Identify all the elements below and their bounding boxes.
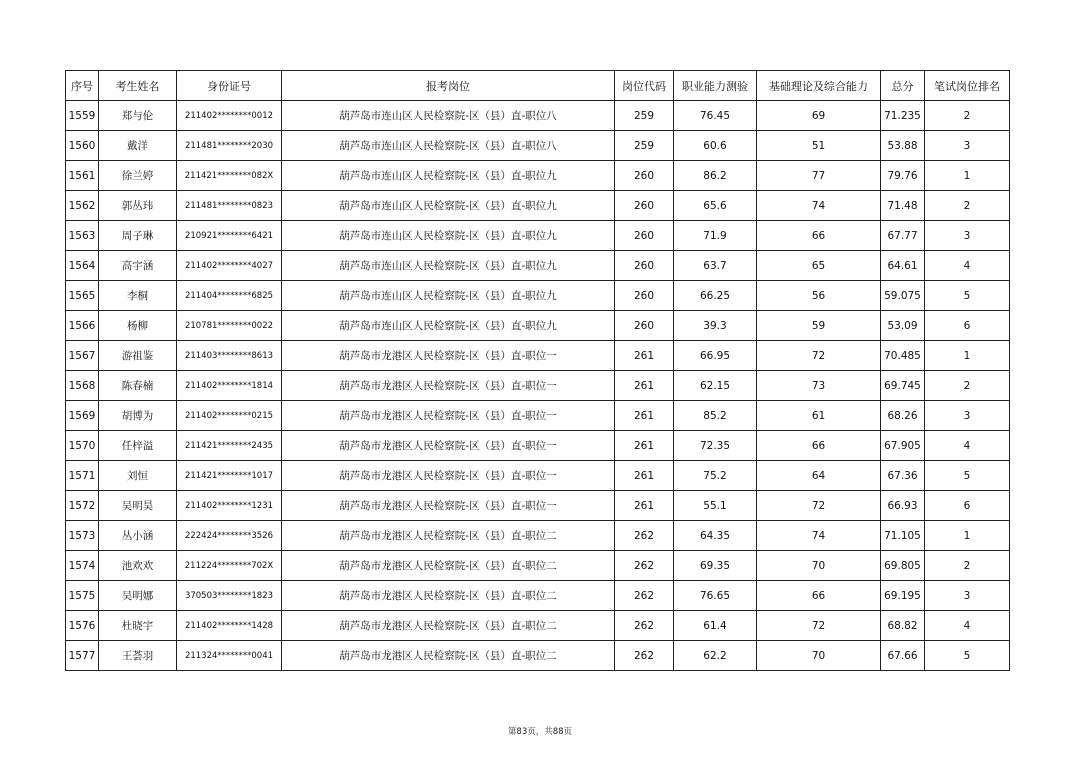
cell-basic-theory: 51 bbox=[757, 131, 881, 161]
cell-name: 吴明娜 bbox=[99, 581, 177, 611]
table-body bbox=[66, 101, 1010, 671]
cell-post: 葫芦岛市连山区人民检察院-区（县）直-职位九 bbox=[282, 191, 615, 221]
cell-post: 葫芦岛市连山区人民检察院-区（县）直-职位九 bbox=[282, 281, 615, 311]
cell-rank: 2 bbox=[925, 191, 1010, 221]
cell-name: 戴洋 bbox=[99, 131, 177, 161]
cell-post-code: 261 bbox=[615, 341, 674, 371]
cell-post-code: 260 bbox=[615, 281, 674, 311]
cell-aptitude-test: 72.35 bbox=[674, 431, 757, 461]
cell-seq: 1572 bbox=[66, 491, 99, 521]
cell-id-number: 211402********0215 bbox=[177, 401, 282, 431]
cell-total: 69.195 bbox=[881, 581, 925, 611]
cell-name: 陈春楠 bbox=[99, 371, 177, 401]
cell-rank: 3 bbox=[925, 401, 1010, 431]
cell-seq: 1561 bbox=[66, 161, 99, 191]
cell-post: 葫芦岛市龙港区人民检察院-区（县）直-职位二 bbox=[282, 551, 615, 581]
page-number: 第83页，共88页 bbox=[507, 727, 573, 737]
cell-post: 葫芦岛市连山区人民检察院-区（县）直-职位九 bbox=[282, 221, 615, 251]
cell-total: 68.26 bbox=[881, 401, 925, 431]
cell-aptitude-test: 69.35 bbox=[674, 551, 757, 581]
cell-post: 葫芦岛市龙港区人民检察院-区（县）直-职位一 bbox=[282, 431, 615, 461]
cell-aptitude-test: 61.4 bbox=[674, 611, 757, 641]
cell-post: 葫芦岛市连山区人民检察院-区（县）直-职位九 bbox=[282, 251, 615, 281]
cell-aptitude-test: 64.35 bbox=[674, 521, 757, 551]
cell-basic-theory: 66 bbox=[757, 431, 881, 461]
cell-aptitude-test: 66.25 bbox=[674, 281, 757, 311]
cell-id-number: 210781********0022 bbox=[177, 311, 282, 341]
cell-post: 葫芦岛市连山区人民检察院-区（县）直-职位九 bbox=[282, 161, 615, 191]
cell-basic-theory: 61 bbox=[757, 401, 881, 431]
cell-total: 71.235 bbox=[881, 101, 925, 131]
cell-aptitude-test: 76.45 bbox=[674, 101, 757, 131]
cell-rank: 4 bbox=[925, 611, 1010, 641]
cell-total: 53.09 bbox=[881, 311, 925, 341]
cell-basic-theory: 65 bbox=[757, 251, 881, 281]
cell-post-code: 261 bbox=[615, 371, 674, 401]
cell-post-code: 259 bbox=[615, 131, 674, 161]
table-row bbox=[66, 401, 1010, 431]
cell-rank: 2 bbox=[925, 101, 1010, 131]
cell-total: 59.075 bbox=[881, 281, 925, 311]
cell-basic-theory: 69 bbox=[757, 101, 881, 131]
table-row bbox=[66, 491, 1010, 521]
cell-basic-theory: 66 bbox=[757, 581, 881, 611]
cell-post: 葫芦岛市龙港区人民检察院-区（县）直-职位一 bbox=[282, 371, 615, 401]
cell-id-number: 211224********702X bbox=[177, 551, 282, 581]
cell-post: 葫芦岛市龙港区人民检察院-区（县）直-职位二 bbox=[282, 611, 615, 641]
cell-rank: 2 bbox=[925, 371, 1010, 401]
cell-post: 葫芦岛市龙港区人民检察院-区（县）直-职位二 bbox=[282, 581, 615, 611]
cell-post: 葫芦岛市龙港区人民检察院-区（县）直-职位二 bbox=[282, 641, 615, 671]
table-row bbox=[66, 131, 1010, 161]
cell-total: 68.82 bbox=[881, 611, 925, 641]
table-row bbox=[66, 461, 1010, 491]
cell-rank: 2 bbox=[925, 551, 1010, 581]
cell-seq: 1573 bbox=[66, 521, 99, 551]
header-post: 报考岗位 bbox=[282, 71, 615, 101]
cell-name: 任梓溢 bbox=[99, 431, 177, 461]
cell-basic-theory: 56 bbox=[757, 281, 881, 311]
cell-name: 郭丛玮 bbox=[99, 191, 177, 221]
cell-rank: 4 bbox=[925, 251, 1010, 281]
cell-id-number: 211402********1814 bbox=[177, 371, 282, 401]
header-name: 考生姓名 bbox=[99, 71, 177, 101]
table-row bbox=[66, 101, 1010, 131]
cell-total: 64.61 bbox=[881, 251, 925, 281]
cell-aptitude-test: 86.2 bbox=[674, 161, 757, 191]
cell-aptitude-test: 60.6 bbox=[674, 131, 757, 161]
cell-seq: 1562 bbox=[66, 191, 99, 221]
cell-post-code: 260 bbox=[615, 221, 674, 251]
cell-rank: 6 bbox=[925, 491, 1010, 521]
cell-post: 葫芦岛市连山区人民检察院-区（县）直-职位九 bbox=[282, 311, 615, 341]
cell-id-number: 211421********2435 bbox=[177, 431, 282, 461]
cell-rank: 4 bbox=[925, 431, 1010, 461]
cell-aptitude-test: 63.7 bbox=[674, 251, 757, 281]
table-row bbox=[66, 431, 1010, 461]
cell-basic-theory: 77 bbox=[757, 161, 881, 191]
cell-post-code: 261 bbox=[615, 491, 674, 521]
cell-rank: 3 bbox=[925, 131, 1010, 161]
table-row bbox=[66, 281, 1010, 311]
cell-name: 刘恒 bbox=[99, 461, 177, 491]
table-row bbox=[66, 251, 1010, 281]
cell-post-code: 259 bbox=[615, 101, 674, 131]
cell-rank: 5 bbox=[925, 641, 1010, 671]
cell-aptitude-test: 71.9 bbox=[674, 221, 757, 251]
cell-seq: 1569 bbox=[66, 401, 99, 431]
table-row bbox=[66, 311, 1010, 341]
table-row bbox=[66, 341, 1010, 371]
cell-seq: 1568 bbox=[66, 371, 99, 401]
cell-post-code: 261 bbox=[615, 401, 674, 431]
table-row bbox=[66, 641, 1010, 671]
cell-rank: 1 bbox=[925, 521, 1010, 551]
cell-basic-theory: 59 bbox=[757, 311, 881, 341]
cell-basic-theory: 66 bbox=[757, 221, 881, 251]
cell-total: 66.93 bbox=[881, 491, 925, 521]
cell-id-number: 211324********0041 bbox=[177, 641, 282, 671]
cell-post-code: 260 bbox=[615, 161, 674, 191]
cell-basic-theory: 74 bbox=[757, 191, 881, 221]
cell-basic-theory: 73 bbox=[757, 371, 881, 401]
header-id-number: 身份证号 bbox=[177, 71, 282, 101]
cell-seq: 1574 bbox=[66, 551, 99, 581]
cell-id-number: 211402********4027 bbox=[177, 251, 282, 281]
cell-id-number: 211481********0823 bbox=[177, 191, 282, 221]
cell-id-number: 211421********1017 bbox=[177, 461, 282, 491]
table-row bbox=[66, 581, 1010, 611]
cell-seq: 1565 bbox=[66, 281, 99, 311]
cell-total: 71.48 bbox=[881, 191, 925, 221]
cell-post-code: 262 bbox=[615, 521, 674, 551]
cell-aptitude-test: 65.6 bbox=[674, 191, 757, 221]
cell-rank: 1 bbox=[925, 161, 1010, 191]
cell-post-code: 261 bbox=[615, 461, 674, 491]
cell-post: 葫芦岛市龙港区人民检察院-区（县）直-职位一 bbox=[282, 491, 615, 521]
cell-post-code: 260 bbox=[615, 311, 674, 341]
cell-post: 葫芦岛市连山区人民检察院-区（县）直-职位八 bbox=[282, 131, 615, 161]
cell-name: 杨柳 bbox=[99, 311, 177, 341]
cell-seq: 1577 bbox=[66, 641, 99, 671]
cell-aptitude-test: 66.95 bbox=[674, 341, 757, 371]
cell-post: 葫芦岛市龙港区人民检察院-区（县）直-职位一 bbox=[282, 401, 615, 431]
cell-basic-theory: 70 bbox=[757, 641, 881, 671]
cell-aptitude-test: 76.65 bbox=[674, 581, 757, 611]
cell-basic-theory: 72 bbox=[757, 341, 881, 371]
header-total: 总分 bbox=[881, 71, 925, 101]
cell-seq: 1576 bbox=[66, 611, 99, 641]
table-row bbox=[66, 521, 1010, 551]
cell-id-number: 211481********2030 bbox=[177, 131, 282, 161]
cell-post-code: 262 bbox=[615, 641, 674, 671]
cell-name: 高宇涵 bbox=[99, 251, 177, 281]
cell-post-code: 262 bbox=[615, 551, 674, 581]
header-seq: 序号 bbox=[66, 71, 99, 101]
cell-basic-theory: 64 bbox=[757, 461, 881, 491]
cell-seq: 1575 bbox=[66, 581, 99, 611]
cell-total: 69.805 bbox=[881, 551, 925, 581]
cell-name: 郑与伦 bbox=[99, 101, 177, 131]
cell-post: 葫芦岛市龙港区人民检察院-区（县）直-职位二 bbox=[282, 521, 615, 551]
cell-name: 丛小涵 bbox=[99, 521, 177, 551]
cell-post: 葫芦岛市龙港区人民检察院-区（县）直-职位一 bbox=[282, 461, 615, 491]
cell-aptitude-test: 39.3 bbox=[674, 311, 757, 341]
cell-post: 葫芦岛市连山区人民检察院-区（县）直-职位八 bbox=[282, 101, 615, 131]
table-row bbox=[66, 371, 1010, 401]
cell-seq: 1564 bbox=[66, 251, 99, 281]
cell-seq: 1571 bbox=[66, 461, 99, 491]
cell-total: 53.88 bbox=[881, 131, 925, 161]
cell-post: 葫芦岛市龙港区人民检察院-区（县）直-职位一 bbox=[282, 341, 615, 371]
cell-name: 池欢欢 bbox=[99, 551, 177, 581]
cell-seq: 1570 bbox=[66, 431, 99, 461]
cell-basic-theory: 70 bbox=[757, 551, 881, 581]
header-basic-theory: 基础理论及综合能力 bbox=[757, 71, 881, 101]
cell-post-code: 262 bbox=[615, 611, 674, 641]
cell-name: 游祖鉴 bbox=[99, 341, 177, 371]
table-row bbox=[66, 221, 1010, 251]
cell-id-number: 211403********8613 bbox=[177, 341, 282, 371]
cell-total: 71.105 bbox=[881, 521, 925, 551]
cell-seq: 1559 bbox=[66, 101, 99, 131]
cell-basic-theory: 72 bbox=[757, 491, 881, 521]
cell-seq: 1566 bbox=[66, 311, 99, 341]
cell-post-code: 262 bbox=[615, 581, 674, 611]
cell-rank: 5 bbox=[925, 461, 1010, 491]
cell-rank: 3 bbox=[925, 221, 1010, 251]
cell-total: 67.77 bbox=[881, 221, 925, 251]
cell-id-number: 370503********1823 bbox=[177, 581, 282, 611]
cell-id-number: 211402********0012 bbox=[177, 101, 282, 131]
cell-rank: 1 bbox=[925, 341, 1010, 371]
cell-rank: 3 bbox=[925, 581, 1010, 611]
cell-total: 70.485 bbox=[881, 341, 925, 371]
header-aptitude-test: 职业能力测验 bbox=[674, 71, 757, 101]
cell-name: 徐兰婷 bbox=[99, 161, 177, 191]
cell-aptitude-test: 62.2 bbox=[674, 641, 757, 671]
table-header-row bbox=[66, 71, 1010, 101]
cell-id-number: 211402********1428 bbox=[177, 611, 282, 641]
cell-name: 杜晓宇 bbox=[99, 611, 177, 641]
cell-name: 吴明昊 bbox=[99, 491, 177, 521]
table-row bbox=[66, 611, 1010, 641]
cell-total: 69.745 bbox=[881, 371, 925, 401]
cell-aptitude-test: 75.2 bbox=[674, 461, 757, 491]
cell-aptitude-test: 85.2 bbox=[674, 401, 757, 431]
cell-aptitude-test: 55.1 bbox=[674, 491, 757, 521]
cell-id-number: 211421********082X bbox=[177, 161, 282, 191]
cell-id-number: 210921********6421 bbox=[177, 221, 282, 251]
cell-total: 67.66 bbox=[881, 641, 925, 671]
cell-post-code: 261 bbox=[615, 431, 674, 461]
cell-name: 胡博为 bbox=[99, 401, 177, 431]
cell-seq: 1560 bbox=[66, 131, 99, 161]
cell-basic-theory: 72 bbox=[757, 611, 881, 641]
cell-id-number: 211402********1231 bbox=[177, 491, 282, 521]
table-row bbox=[66, 161, 1010, 191]
header-rank: 笔试岗位排名 bbox=[925, 71, 1010, 101]
table-row bbox=[66, 191, 1010, 221]
cell-seq: 1563 bbox=[66, 221, 99, 251]
cell-total: 67.36 bbox=[881, 461, 925, 491]
cell-post-code: 260 bbox=[615, 191, 674, 221]
cell-total: 79.76 bbox=[881, 161, 925, 191]
cell-total: 67.905 bbox=[881, 431, 925, 461]
cell-id-number: 222424********3526 bbox=[177, 521, 282, 551]
cell-id-number: 211404********6825 bbox=[177, 281, 282, 311]
header-post-code: 岗位代码 bbox=[615, 71, 674, 101]
cell-basic-theory: 74 bbox=[757, 521, 881, 551]
cell-rank: 5 bbox=[925, 281, 1010, 311]
score-table bbox=[65, 70, 1010, 671]
table-row bbox=[66, 551, 1010, 581]
cell-name: 周子琳 bbox=[99, 221, 177, 251]
cell-post-code: 260 bbox=[615, 251, 674, 281]
cell-name: 王荟羽 bbox=[99, 641, 177, 671]
cell-name: 李桐 bbox=[99, 281, 177, 311]
cell-aptitude-test: 62.15 bbox=[674, 371, 757, 401]
cell-seq: 1567 bbox=[66, 341, 99, 371]
cell-rank: 6 bbox=[925, 311, 1010, 341]
